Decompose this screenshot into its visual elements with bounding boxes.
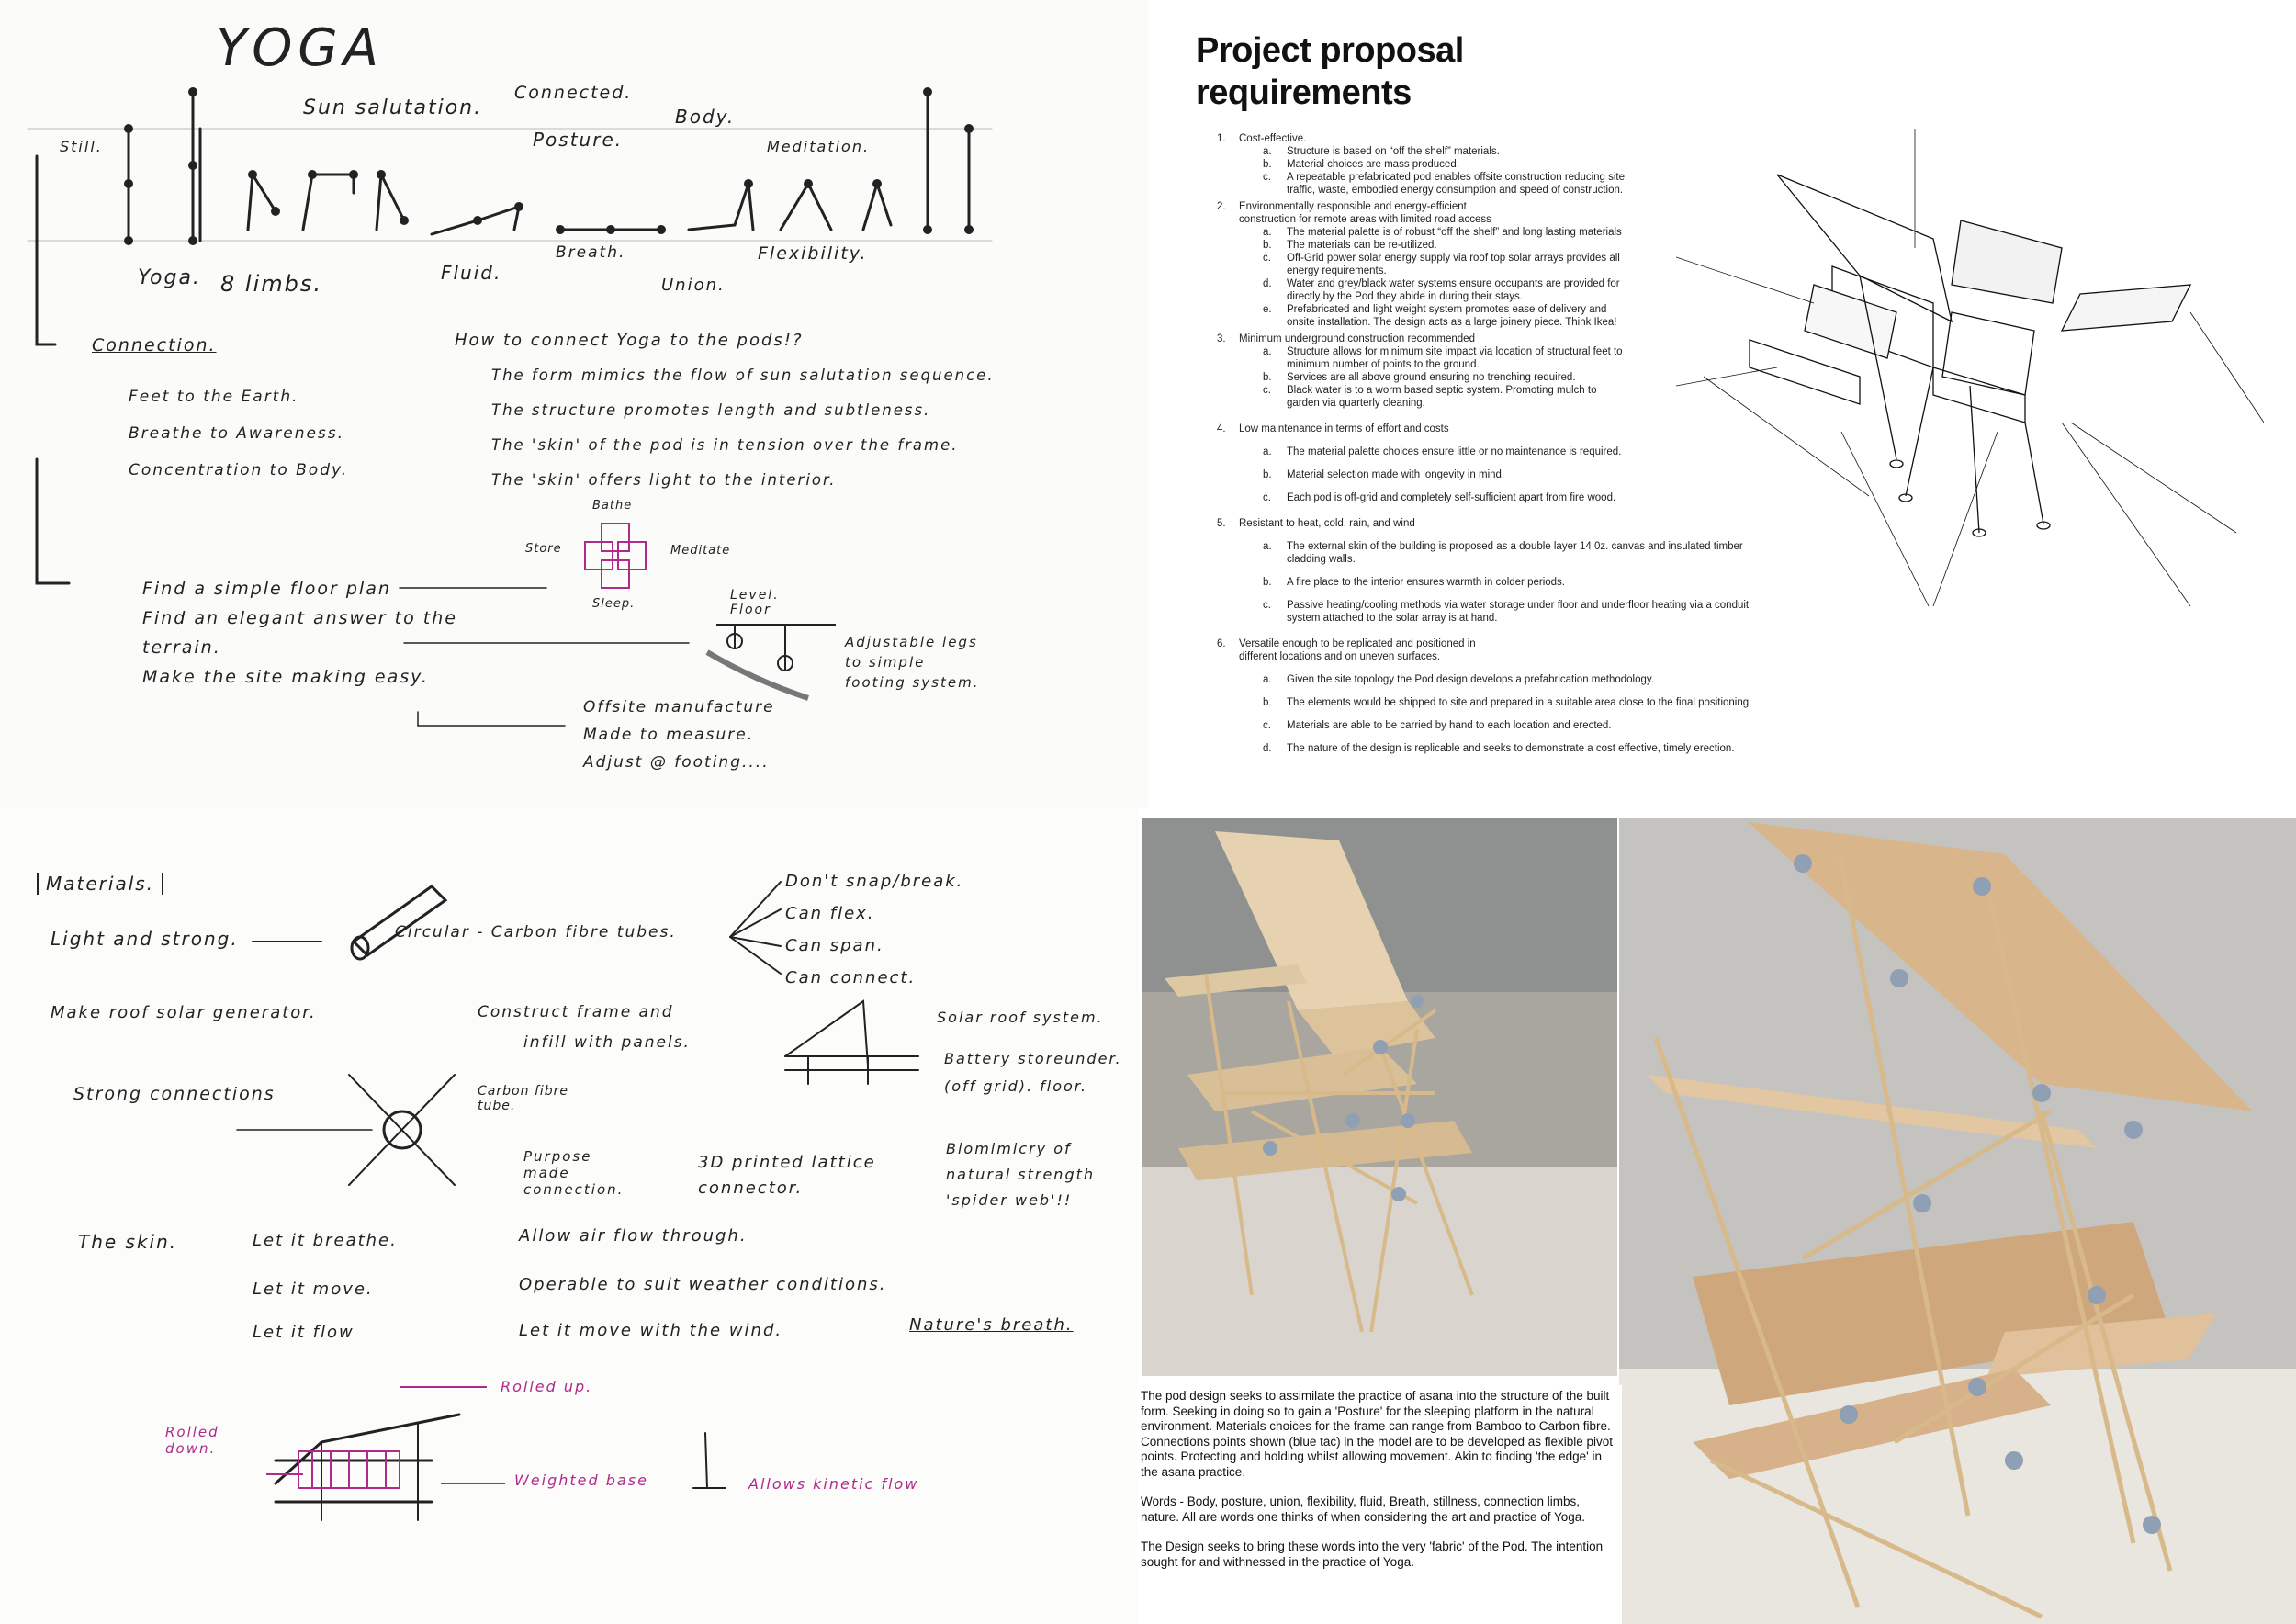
tube-description: Circular - Carbon fibre tubes.: [395, 923, 677, 942]
pose-label-yoga: Yoga.: [138, 266, 201, 289]
requirement-item-text: Given the site topology the Pod design develops a prefabrication methodology.: [1287, 674, 1654, 685]
requirement-number: 6.: [1217, 638, 1226, 649]
requirement-item-letter: b.: [1263, 469, 1272, 480]
requirement-item-text: Black water is to a worm based septic system. Promoting mulch to garden via quarterly cleaning.: [1287, 385, 1597, 409]
requirement-item-text: The elements would be shipped to site and prepared in a suitable area close to the final positioning.: [1287, 697, 1752, 708]
requirement-number: 5.: [1217, 518, 1226, 529]
rolled-up-label: Rolled up.: [501, 1378, 593, 1395]
pod-model-photo-right: [1619, 818, 2296, 1624]
site-list: [583, 694, 775, 776]
requirement-item-letter: c.: [1263, 720, 1271, 731]
requirement-item-text: Each pod is off-grid and completely self-sufficient apart from fire wood.: [1287, 492, 1616, 503]
printed-connector-label: 3D printed lattice connector.: [698, 1153, 876, 1198]
yoga-concept-sketch: [0, 0, 1148, 808]
pose-label-fluid: Fluid.: [441, 262, 502, 284]
pose-label-union: Union.: [661, 276, 726, 295]
plan-label-meditate: Meditate: [670, 544, 731, 558]
proposal-title-line: requirements: [1196, 73, 1412, 112]
sketch-title: YOGA: [216, 18, 385, 78]
light-strong-label: Light and strong.: [51, 928, 239, 950]
requirement-item-text: Passive heating/cooling methods via water storage under floor and underfloor heating via a conduit system attached to the solar array is at hand.: [1287, 600, 1750, 624]
pose-label-posture: Posture.: [533, 129, 624, 151]
requirement-item: [1263, 673, 2007, 686]
requirement-item-letter: b.: [1263, 159, 1272, 170]
pose-label-connected: Connected.: [514, 83, 633, 103]
model-illustration: [1619, 818, 2296, 1624]
requirement-heading: [1217, 637, 2007, 663]
requirement-item-text: Off-Grid power solar energy supply via roof top solar arrays provides all energy requirements.: [1287, 253, 1620, 276]
requirement-item-letter: c.: [1263, 385, 1271, 396]
solar-description: infill with panels.: [523, 1033, 691, 1052]
skin-result: Let it move with the wind.: [519, 1321, 783, 1340]
requirement-item-letter: b.: [1263, 577, 1272, 588]
plan-label-sleep: Sleep.: [592, 597, 636, 611]
weighted-base-label: Weighted base: [514, 1472, 648, 1489]
pod-model-photo-left: [1142, 818, 1617, 1376]
requirement-title: Minimum underground construction recommended: [1239, 333, 1475, 344]
requirement-block: [1217, 637, 2007, 755]
requirement-item-text: Structure allows for minimum site impact via location of structural feet to minimum number of points to the ground.: [1287, 346, 1623, 370]
question-list: [491, 358, 995, 498]
requirement-item: [1263, 719, 2007, 732]
requirement-item-text: Services are all above ground ensuring no trenching required.: [1287, 372, 1576, 383]
requirement-title: Cost-effective.: [1239, 133, 1307, 144]
pose-label-body: Body.: [675, 106, 736, 128]
connection-item: Concentration to Body.: [129, 461, 349, 479]
description-paragraph: Words - Body, posture, union, flexibility, fluid, Breath, stillness, connection limbs, nature. All are words one thinks of when considering the art and practice of Yoga.: [1141, 1494, 1586, 1524]
requirement-number: 4.: [1217, 423, 1226, 434]
connection-item: Breathe to Awareness.: [129, 424, 345, 443]
rolled-down-label: Rolled down.: [165, 1424, 219, 1457]
skin-label: The skin.: [78, 1231, 178, 1253]
requirement-item-letter: a.: [1263, 146, 1272, 157]
requirement-item-text: A fire place to the interior ensures warmth in colder periods.: [1287, 577, 1565, 588]
kinetic-flow-label: Allows kinetic flow: [748, 1475, 919, 1493]
question-item: The 'skin' of the pod is in tension over the frame.: [491, 436, 959, 454]
requirement-title: Resistant to heat, cold, rain, and wind: [1239, 518, 1415, 529]
question-item: The 'skin' offers light to the interior.: [491, 471, 837, 489]
requirement-item-text: Structure is based on “off the shelf” materials.: [1287, 146, 1500, 157]
requirement-item-letter: c.: [1263, 600, 1271, 611]
skin-action: Let it breathe.: [253, 1231, 398, 1250]
goal-item: Find an elegant answer to the terrain.: [142, 608, 457, 658]
requirement-item-text: The materials can be re-utilized.: [1287, 240, 1437, 251]
solar-description: Construct frame and: [478, 1003, 674, 1021]
requirement-item-letter: a.: [1263, 227, 1272, 238]
tube-property: Can connect.: [785, 968, 917, 987]
connection-item: Feet to the Earth.: [129, 388, 299, 406]
pose-label-flexibility: Flexibility.: [758, 243, 868, 264]
requirement-item-letter: c.: [1263, 172, 1271, 183]
requirement-item-letter: a.: [1263, 674, 1272, 685]
requirement-item-text: Material choices are mass produced.: [1287, 159, 1459, 170]
site-item: Adjust @ footing....: [583, 753, 770, 772]
question-heading: How to connect Yoga to the pods!?: [455, 331, 804, 350]
solar-label: Make roof solar generator.: [51, 1003, 317, 1022]
requirement-item-letter: c.: [1263, 492, 1271, 503]
project-proposal-panel: [1148, 0, 2296, 808]
skin-action: Let it flow: [253, 1323, 355, 1342]
requirement-item-text: The material palette choices ensure little or no maintenance is required.: [1287, 446, 1622, 457]
requirement-item-letter: b.: [1263, 697, 1272, 708]
skin-result: Allow air flow through.: [519, 1226, 748, 1246]
pod-isometric-drawing: [1676, 129, 2264, 606]
requirement-item-letter: a.: [1263, 446, 1272, 457]
model-illustration: [1142, 818, 1617, 1376]
requirement-item-letter: e.: [1263, 304, 1272, 315]
requirement-item-text: Materials are able to be carried by hand to each location and erected.: [1287, 720, 1612, 731]
site-item: Made to measure.: [583, 726, 755, 744]
natures-breath-label: Nature's breath.: [909, 1315, 1074, 1335]
requirement-item-letter: a.: [1263, 541, 1272, 552]
proposal-title: [1196, 29, 1563, 114]
requirement-item-text: Material selection made with longevity in mind.: [1287, 469, 1505, 480]
tube-properties: [785, 865, 963, 994]
requirement-item-text: The material palette is of robust “off the shelf” and long lasting materials: [1287, 227, 1622, 238]
pose-label-eight-limbs: 8 limbs.: [220, 271, 322, 297]
materials-heading: Materials.: [37, 873, 163, 895]
carbon-fibre-label: Carbon fibre tube.: [478, 1084, 568, 1113]
materials-sketch: [0, 808, 1139, 1624]
requirement-title: Environmentally responsible and energy-efficient construction for remote areas with limited road access: [1239, 201, 1491, 225]
requirement-item-letter: d.: [1263, 278, 1272, 289]
proposal-title-line: Project proposal: [1196, 31, 1464, 70]
pose-label-breath: Breath.: [556, 243, 626, 262]
biomimicry-label: Biomimicry of natural strength 'spider web'!!: [946, 1140, 1096, 1209]
site-item: Offsite manufacture: [583, 698, 775, 716]
tube-property: Don't snap/break.: [785, 872, 964, 891]
question-item: The form mimics the flow of sun salutation sequence.: [491, 367, 995, 384]
requirement-title: Low maintenance in terms of effort and costs: [1239, 423, 1449, 434]
battery-label: Battery storeunder. (off grid). floor.: [944, 1050, 1122, 1095]
skin-action: Let it move.: [253, 1280, 374, 1299]
requirement-item-letter: d.: [1263, 743, 1272, 754]
requirement-item-text: The external skin of the building is proposed as a double layer 14 0z. canvas and insulated timber cladding walls.: [1287, 541, 1743, 565]
connection-list: [129, 378, 348, 489]
design-description: [1137, 1385, 1622, 1624]
description-paragraph: The pod design seeks to assimilate the practice of asana into the structure of the built form. Seeking in doing so to gain a 'Posture' for the sleeping platform in the natural environment. Materials choices for the frame can range from Bamboo to Carbon fibre. Connections points shown (blue tac) in the model are to be developed as flexible pivot points. Protecting and holding whilst allowing movement. Akin to finding 'the edge' in the asana practice.: [1141, 1389, 1614, 1479]
pose-label-still: Still.: [60, 138, 103, 155]
requirement-item-letter: b.: [1263, 240, 1272, 251]
requirement-item-text: The nature of the design is replicable and seeks to demonstrate a cost effective, timely erection.: [1287, 743, 1735, 754]
requirement-item: [1263, 742, 2007, 755]
purpose-made-label: Purpose made connection.: [523, 1148, 625, 1198]
requirement-item-letter: c.: [1263, 253, 1271, 264]
requirement-number: 3.: [1217, 333, 1226, 344]
goals-list: [142, 574, 528, 692]
requirement-number: 1.: [1217, 133, 1226, 144]
pose-label-sun-salutation: Sun salutation.: [303, 96, 483, 119]
skin-result: Operable to suit weather conditions.: [519, 1275, 887, 1294]
question-item: The structure promotes length and subtleness.: [491, 401, 931, 419]
goal-item: Make the site making easy.: [142, 667, 429, 687]
solar-roof-label: Solar roof system.: [937, 1009, 1104, 1026]
requirement-title: Versatile enough to be replicated and positioned in different locations and on uneven surfaces.: [1239, 638, 1476, 662]
requirement-item-text: Prefabricated and light weight system promotes ease of delivery and onsite installation. The design acts as a large joinery piece. Think Ikea!: [1287, 304, 1617, 328]
tube-property: Can span.: [785, 936, 884, 955]
connection-heading: Connection.: [92, 335, 217, 355]
terrain-label-adjustable: Adjustable legs to simple footing system.: [845, 634, 980, 691]
strong-connections-label: Strong connections: [73, 1084, 276, 1104]
requirement-number: 2.: [1217, 201, 1226, 212]
plan-label-bathe: Bathe: [592, 499, 633, 513]
plan-label-store: Store: [525, 542, 562, 556]
requirement-item-text: A repeatable prefabricated pod enables offsite construction reducing site traffic, waste, embodied energy consumption and speed of construction.: [1287, 172, 1626, 196]
tube-property: Can flex.: [785, 904, 875, 923]
requirement-item-text: Water and grey/black water systems ensure occupants are provided for directly by the Pod they abide in during their stays.: [1287, 278, 1620, 302]
goal-item: Find a simple floor plan: [142, 579, 391, 599]
requirement-item: [1263, 696, 2007, 709]
terrain-label-level-floor: Level. Floor: [730, 588, 780, 617]
description-paragraph: The Design seeks to bring these words into the very 'fabric' of the Pod. The intention sought for and withnessed in the practice of Yoga.: [1141, 1539, 1604, 1569]
requirement-item-letter: b.: [1263, 372, 1272, 383]
requirement-item-letter: a.: [1263, 346, 1272, 357]
pose-label-meditation: Meditation.: [767, 138, 871, 155]
